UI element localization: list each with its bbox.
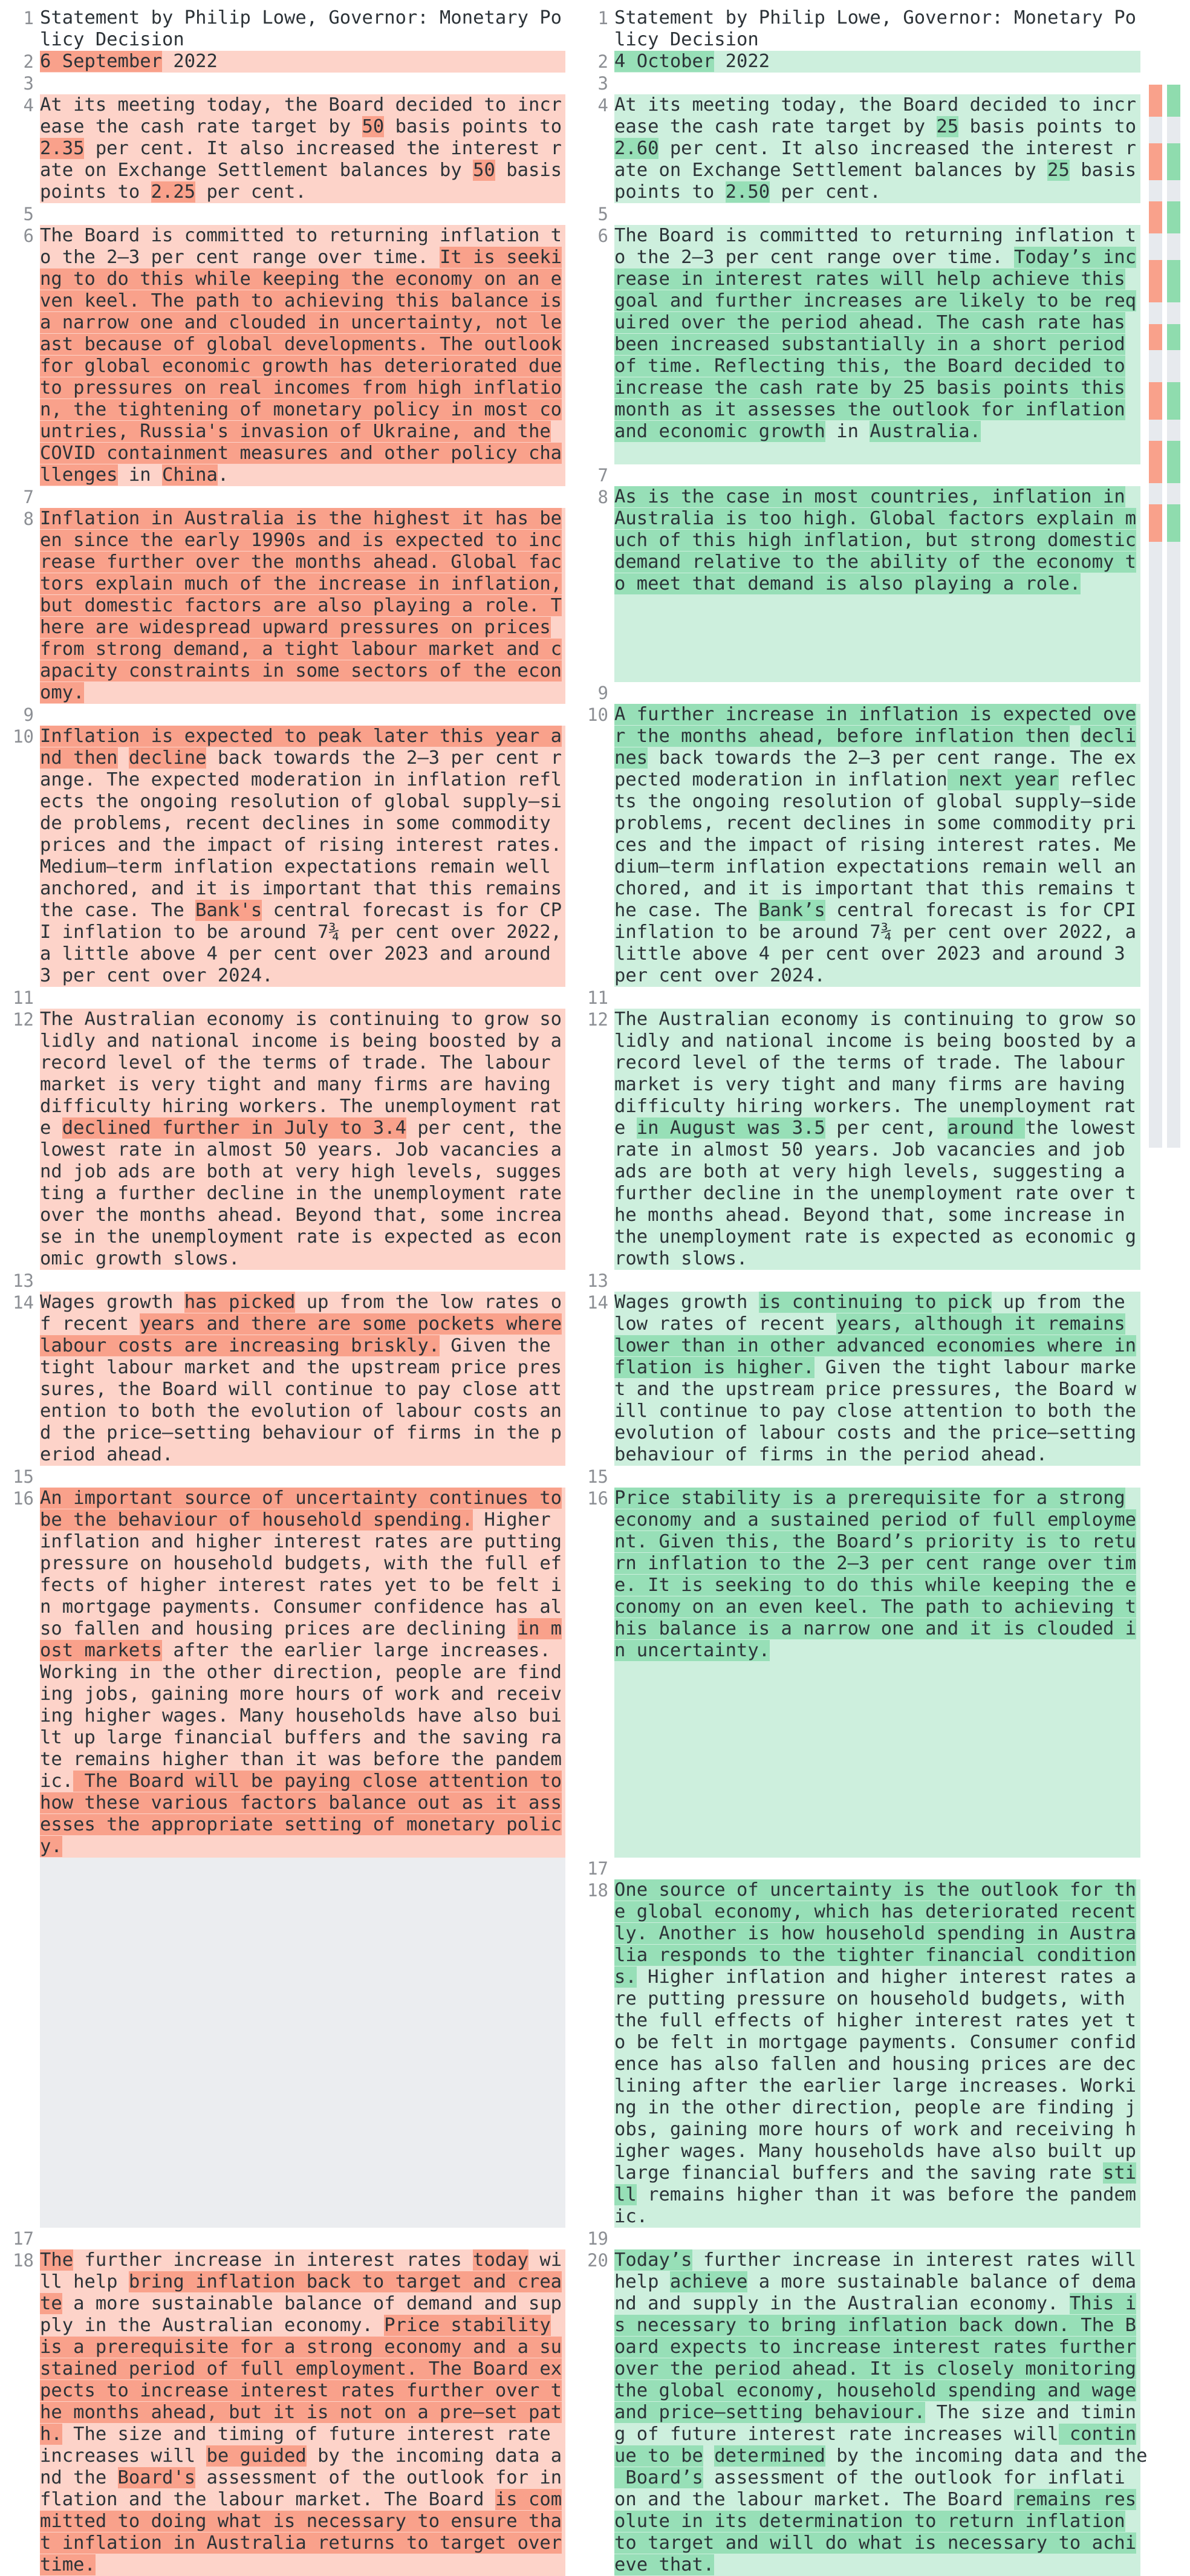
removed-word-highlight: has picked [184,1292,296,1313]
removed-word-highlight: ost markets [40,1640,162,1661]
removed-word-highlight: be guided [206,2445,307,2467]
removed-word-highlight: 50 [362,116,385,137]
added-word-highlight: n uncertainty. [614,1640,770,1661]
removed-word-highlight: tors explain much of the increase in inflation, [40,573,562,594]
removed-text-block: At its meeting today, the Board decided to incr ease the cash rate target by 50 basis points to 2.35 per cent. It also increased the interest r ate on Exchange Settlement balances by 50 basis points to 2.25 per cent. [40,94,565,203]
removed-word-highlight: apacity constraints in some sectors of the econ [40,660,562,681]
unchanged-text-line [40,486,565,508]
removed-word-highlight: today [473,2249,528,2271]
removed-word-highlight: Price stability [384,2315,551,2336]
added-word-highlight: Board’s [614,2467,703,2488]
minimap-removed-marker[interactable] [1149,85,1162,117]
line-number: 1 [23,8,34,28]
removed-word-highlight: rease further over the months ahead. Global fac [40,551,562,573]
right-line-10 [574,704,1140,987]
line-number: 13 [587,1270,608,1291]
right-line-2 [574,51,1140,73]
added-word-highlight: years, although it remains [836,1313,1125,1335]
added-word-highlight: o meet that demand is also playing a role. [614,573,1081,594]
removed-word-highlight: 2.35 [40,138,85,159]
added-word-highlight: nt. Given this, the Board’s priority is to retu [614,1531,1137,1552]
minimap-removed-marker[interactable] [1149,143,1162,181]
added-word-highlight: determined [714,2445,825,2467]
removed-word-highlight: be the behaviour of household spending. [40,1509,473,1530]
removed-word-highlight: The Board will be paying close attention to [73,1771,562,1792]
unchanged-text-line: Statement by Philip Lowe, Governor: Monetary Po licy Decision [40,7,562,50]
removed-word-highlight: declined further in July to 3.4 [62,1117,406,1139]
added-word-highlight: to target and will do what is necessary to achi [614,2532,1137,2554]
added-word-highlight: eve that. [614,2554,715,2575]
added-text-block: At its meeting today, the Board decided to incr ease the cash rate target by 25 basis points to 2.60 per cent. It also increased the interest r ate on Exchange Settlement balances by 25 basis points to 2.50 per cent. [614,94,1140,203]
line-number: 7 [597,465,608,486]
unchanged-text-line [614,203,1140,225]
removed-word-highlight: in m [517,1618,562,1639]
added-word-highlight: over the period ahead. It is closely monitoring [614,2358,1137,2379]
left-line-13 [0,1270,565,1292]
removed-word-highlight: Inflation is expected to peak later this year a [40,726,562,747]
line-number: 5 [23,204,34,224]
left-line-6 [0,225,565,486]
left-line-3 [0,73,565,94]
added-text-block: Today’s further increase in interest rates will help achieve a more sustainable balance of dema nd and supply in the Australian economy. This i s necessary to bring inflation back down. The B oard expects to increase interest rates further over the period ahead. It is closely monitoring the global economy, household spending and wage and price–setting behaviour. The size and timin g of future interest rate increases will contin ue to be determined by the incoming data and the Board’s assessment of the outlook for inflati on and the labour market. The Board remains res olute in its determination to return inflation to target and will do what is necessary to achi eve that. [614,2249,1148,2575]
line-number: 6 [23,226,34,246]
minimap-added-marker[interactable] [1167,143,1180,181]
unchanged-text-line [614,1466,1140,1488]
added-word-highlight: One source of uncertainty is the outlook for th [614,1879,1137,1901]
unchanged-text-line [614,73,1140,94]
right-line-6 [574,225,1140,464]
added-word-highlight: around [947,1117,1026,1139]
minimap-removed-marker[interactable] [1149,504,1162,542]
removed-word-highlight: It is seeki [440,247,562,268]
right-line-12 [574,1009,1140,1270]
right-line-3 [574,73,1140,94]
added-word-highlight: goal and further increases are likely to be req [614,290,1137,311]
removed-word-highlight: 50 [473,160,495,181]
removed-text-block: An important source of uncertainty continues to be the behaviour of household spending. Higher inflation and higher interest rates are putting pressure on household budgets, with the full ef fects of higher interest rates yet to be felt i n mortgage payments. Consumer confidence has al so fallen and housing prices are declining in m ost markets after the earlier large increases. Working in the other direction, people are find ing jobs, gaining more hours of work and receiv ing higher wages. Many households have also bui lt up large financial buffers and the saving ra te remains higher than it was before the pandem ic. The Board will be paying close attention to how these various factors balance out as it ass esses the appropriate setting of monetary polic y. [40,1488,565,1858]
added-word-highlight: flation is higher. [614,1357,814,1378]
removed-word-highlight: t inflation in Australia returns to target over [40,2532,562,2554]
left-line-11 [0,987,565,1009]
added-word-highlight: and economic growth [614,421,825,442]
added-word-highlight: e. It is seeking to do this while keeping the e [614,1575,1137,1596]
line-number: 6 [597,226,608,246]
line-number: 14 [13,1292,34,1313]
unchanged-text-line [40,987,565,1009]
line-number: 5 [597,204,608,224]
removed-word-highlight: labour costs are increasing briskly. [40,1335,440,1356]
added-word-highlight: increase the cash rate by 25 basis points this [614,377,1125,398]
added-word-highlight: 2.50 [725,181,770,203]
removed-word-highlight: bring inflation back to target and crea [128,2271,562,2292]
unchanged-text-line [40,1270,565,1292]
added-word-highlight: uired over the period ahead. The cash rate has [614,312,1125,333]
removed-text-block: The Board is committed to returning inflation t o the 2–3 per cent range over time. It is seeki ng to do this while keeping the economy on an e ven keel. The path to achieving this balance is a narrow one and clouded in uncertainty, not le ast because of global developments. The outlook for global economic growth has deteriorated due to pressures on real incomes from high inflatio n, the tightening of monetary policy in most co untries, Russia's invasion of Ukraine, and the COVID containment measures and other policy cha llenges in China. [40,225,565,486]
line-number: 3 [597,73,608,94]
added-text-block: A further increase in inflation is expected ove r the months ahead, before inflation then decli nes back towards the 2–3 per cent range. The ex pected moderation in inflation next year reflec ts the ongoing resolution of global supply–side problems, recent declines in some commodity pri ces and the impact of rising interest rates. Me dium–term inflation expectations remain well an chored, and it is important that this remains t he case. The Bank’s central forecast is for CPI inflation to be around 7¾ per cent over 2022, a little above 4 per cent over 2023 and around 3 per cent over 2024. [614,704,1140,987]
right-line-4 [574,94,1140,203]
left-line-2 [0,51,565,73]
removed-word-highlight: nd then [40,747,118,769]
unchanged-text-line [614,1270,1140,1292]
minimap-removed-marker[interactable] [1149,441,1162,483]
added-word-highlight: economy and a sustained period of full employme [614,1509,1137,1530]
left-line-18 [0,2249,565,2576]
right-line-7 [574,464,1140,486]
added-word-highlight: s. [614,1966,637,1988]
added-word-highlight: and price–setting behaviour. [614,2402,926,2423]
line-number: 17 [587,1858,608,1879]
removed-word-highlight: is a prerequisite for a strong economy and a su [40,2337,562,2358]
removed-word-highlight: 2.25 [151,181,196,203]
added-word-highlight: conomy on an even keel. The path to achieving t [614,1596,1137,1618]
added-word-highlight: been increased substantially in a short period [614,334,1125,355]
added-word-highlight: month as it assesses the outlook for inflation [614,399,1125,420]
removed-word-highlight: COVID containment measures and other policy cha [40,443,562,464]
removed-word-highlight: An important source of uncertainty continues to [40,1488,562,1509]
removed-text-block [40,508,565,704]
removed-text-block: The Australian economy is continuing to grow so lidly and national income is being boosted by a record level of the terms of trade. The labour market is very tight and many firms are having difficulty hiring workers. The unemployment rat e declined further in July to 3.4 per cent, the lowest rate in almost 50 years. Job vacancies a nd job ads are both at very high levels, sugges ting a further decline in the unemployment rate over the months ahead. Beyond that, some increa se in the unemployment rate is expected as econ omic growth slows. [40,1009,565,1270]
added-word-highlight: This i [1069,2293,1137,2314]
added-word-highlight: lia responds to the tighter financial condition [614,1945,1137,1966]
added-word-highlight: nes [614,747,648,769]
line-number: 7 [23,487,34,507]
diff-minimap[interactable] [1149,85,1185,1148]
removed-word-highlight: to pressures on real incomes from high inflatio [40,377,562,398]
added-word-highlight: rease in interest rates will help achieve this [614,268,1125,290]
line-number: 10 [13,726,34,747]
added-word-highlight: demand relative to the ability of the economy t [614,551,1137,573]
added-word-highlight: the global economy, household spending and wage [614,2380,1137,2401]
removed-word-highlight: llenges [40,464,118,486]
removed-word-highlight: mitted to doing what is necessary to ensure tha [40,2511,562,2532]
right-line-9 [574,682,1140,704]
added-word-highlight: e global economy, which has deteriorated recent [614,1901,1137,1922]
line-number: 20 [587,2250,608,2271]
line-number: 13 [13,1270,34,1291]
added-text-block: One source of uncertainty is the outlook for th e global economy, which has deteriorated recent ly. Another is how household spending in Austra lia responds to the tighter financial condition s. Higher inflation and higher interest rates a re putting pressure on household budgets, with the full effects of higher interest rates yet t o be felt in mortgage payments. Consumer confid ence has also fallen and housing prices are dec lining after the earlier large increases. Worki ng in the other direction, people are finding j obs, gaining more hours of work and receiving h igher wages. Many households have also built up large financial buffers and the saving rate sti ll remains higher than it was before the pandem ic. [614,1879,1140,2228]
removed-word-highlight: te [40,2293,62,2314]
added-text-block: Wages growth is continuing to pick up from the low rates of recent years, although it remains lower than in other advanced economies where in flation is higher. Given the tight labour marke t and the upstream price pressures, the Board w ill continue to pay close attention to both the evolution of labour costs and the price–setting behaviour of firms in the period ahead. [614,1292,1140,1466]
right-line-20 [574,2249,1148,2576]
right-line-1 [574,7,1140,51]
line-number: 9 [23,704,34,725]
added-word-highlight: achieve [669,2271,748,2292]
added-word-highlight: r the months ahead, before inflation then [614,726,1070,747]
removed-word-highlight: en since the early 1990s and is expected to inc [40,530,562,551]
left-line-17 [0,2228,565,2249]
added-word-highlight: s necessary to bring inflation back down. The B [614,2315,1137,2336]
left-line-1 [0,7,565,51]
empty-filler-block [40,1858,565,2228]
removed-word-highlight: but domestic factors are also playing a role. T [40,595,562,616]
removed-word-highlight: for global economic growth has deteriorated due [40,356,562,377]
minimap-removed-marker[interactable] [1149,382,1162,420]
removed-word-highlight: decline [128,747,207,769]
left-line-16 [0,1488,565,1858]
left-line-14 [0,1292,565,1466]
line-number: 15 [587,1466,608,1487]
added-text-block [614,1488,1140,1858]
removed-word-highlight: ven keel. The path to achieving this balance is [40,290,562,311]
added-text-block [614,486,1140,682]
removed-word-highlight: pects to increase interest rates further over t [40,2380,562,2401]
line-number: 12 [587,1009,608,1030]
line-number: 4 [597,95,608,115]
left-line-10 [0,726,565,987]
line-number: 15 [13,1466,34,1487]
added-word-highlight: in August was 3.5 [636,1117,825,1139]
line-number: 10 [587,704,608,725]
added-word-highlight: Australia is too high. Global factors explain m [614,508,1137,529]
line-number: 19 [587,2228,608,2249]
right-line-11 [574,987,1140,1009]
left-line-filler [0,1858,565,2228]
added-word-highlight: olute in its determination to return inflation [614,2511,1125,2532]
removed-word-highlight: ng to do this while keeping the economy on an e [40,268,562,290]
removed-word-highlight: The [40,2249,74,2271]
added-word-highlight: decli [1081,726,1137,747]
line-number: 2 [23,51,34,72]
added-word-highlight: Today’s inc [1014,247,1137,268]
added-word-highlight: Bank’s [758,900,825,921]
removed-word-highlight: is com [495,2489,562,2510]
removed-word-highlight: Board's [117,2467,196,2488]
right-line-15 [574,1466,1140,1488]
removed-word-highlight: years and there are some pockets where [140,1313,562,1335]
added-word-highlight: sti [1102,2162,1137,2184]
unchanged-text-line [40,2228,565,2249]
removed-word-highlight: Bank's [195,900,262,921]
removed-word-highlight: h. [40,2424,62,2445]
right-line-8 [574,486,1140,682]
left-line-9 [0,704,565,726]
added-word-highlight: Today’s [614,2249,692,2271]
left-line-12 [0,1009,565,1270]
added-word-highlight: ly. Another is how household spending in Austra [614,1923,1137,1944]
removed-word-highlight: here are widespread upward pressures on prices [40,617,551,638]
removed-word-highlight: y. [40,1836,62,1857]
right-line-18 [574,1879,1140,2228]
line-number: 2 [597,51,608,72]
removed-word-highlight: n, the tightening of monetary policy in most co [40,399,562,420]
removed-text-block: Wages growth has picked up from the low rates o f recent years and there are some pockets where labour costs are increasing briskly. Given the tight labour market and the upstream price pres sures, the Board will continue to pay close att ention to both the evolution of labour costs an d the price–setting behaviour of firms in the p eriod ahead. [40,1292,565,1466]
line-number: 16 [587,1488,608,1509]
removed-text-block: Inflation is expected to peak later this year a nd then decline back towards the 2–3 per cent r ange. The expected moderation in inflation refl ects the ongoing resolution of global supply–si de problems, recent declines in some commodity prices and the impact of rising interest rates. Medium–term inflation expectations remain well anchored, and it is important that this remains the case. The Bank's central forecast is for CP I inflation to be around 7¾ per cent over 2022, a little above 4 per cent over 2023 and around 3 per cent over 2024. [40,726,565,987]
added-text-block: The Board is committed to returning inflation t o the 2–3 per cent range over time. Today’s inc rease in interest rates will help achieve this goal and further increases are likely to be req uired over the period ahead. The cash rate has been increased substantially in a short period of time. Reflecting this, the Board decided to increase the cash rate by 25 basis points this month as it assesses the outlook for inflation and economic growth in Australia. [614,225,1140,464]
added-word-highlight: 25 [1047,160,1070,181]
removed-word-highlight: omy. [40,682,85,703]
removed-word-highlight: stained period of full employment. The Board ex [40,2358,562,2379]
added-word-highlight: ue to be [614,2445,703,2467]
right-line-13 [574,1270,1140,1292]
minimap-added-marker[interactable] [1167,382,1180,420]
minimap-added-marker[interactable] [1167,85,1180,117]
line-number: 11 [587,987,608,1008]
unchanged-text-line [614,987,1140,1009]
line-number: 16 [13,1488,34,1509]
minimap-track-original[interactable] [1149,85,1162,1148]
removed-word-highlight: how these various factors balance out as it ass [40,1792,562,1813]
added-word-highlight: As is the case in most countries, inflation in [614,486,1125,507]
added-word-highlight: Australia. [870,421,981,442]
removed-word-highlight: 6 September [40,51,162,72]
unchanged-text-line [614,682,1140,704]
minimap-added-marker[interactable] [1167,324,1180,351]
added-word-highlight: oard expects to increase interest rates further [614,2337,1137,2358]
minimap-removed-marker[interactable] [1149,201,1162,233]
unchanged-text-line [40,704,565,726]
line-number: 8 [23,509,34,529]
left-line-8 [0,508,565,704]
removed-word-highlight: he months ahead, but it is not on a pre–set pat [40,2402,562,2423]
line-number: 18 [587,1880,608,1901]
unchanged-text-line [614,1858,1140,1879]
line-number: 8 [597,487,608,507]
minimap-track-modified[interactable] [1167,85,1180,1148]
line-number: 12 [13,1009,34,1030]
removed-word-highlight: Inflation in Australia is the highest it has be [40,508,562,529]
added-word-highlight: Price stability is a prerequisite for a strong [614,1488,1125,1509]
left-line-4 [0,94,565,203]
line-number: 4 [23,95,34,115]
minimap-added-marker[interactable] [1167,260,1180,302]
removed-word-highlight: a narrow one and clouded in uncertainty, not le [40,312,562,333]
left-line-7 [0,486,565,508]
removed-text-block: The further increase in interest rates today wi ll help bring inflation back to target and crea te a more sustainable balance of demand and sup ply in the Australian economy. Price stability is a prerequisite for a strong economy and a su stained period of full employment. The Board ex pects to increase interest rates further over t he months ahead, but it is not on a pre–set pat h. The size and timing of future interest rate increases will be guided by the incoming data a nd the Board's assessment of the outlook for in flation and the labour market. The Board is com mitted to doing what is necessary to ensure tha t inflation in Australia returns to target over time. [40,2249,565,2576]
right-line-14 [574,1292,1140,1466]
added-word-highlight: 25 [936,116,959,137]
removed-word-highlight: time. [40,2554,96,2575]
added-word-highlight: uch of this high inflation, but strong domestic [614,530,1137,551]
right-line-16 [574,1488,1140,1858]
added-word-highlight: remains res [1014,2489,1137,2510]
unchanged-text-line: Statement by Philip Lowe, Governor: Monetary Po licy Decision [614,7,1137,50]
line-number: 17 [13,2228,34,2249]
line-number: 11 [13,987,34,1008]
removed-word-highlight: from strong demand, a tight labour market and c [40,639,562,660]
added-word-highlight: rn inflation to the 2–3 per cent range over tim [614,1553,1137,1574]
added-word-highlight: A further increase in inflation is expected ove [614,704,1137,725]
unchanged-text-line [40,203,565,225]
minimap-removed-marker[interactable] [1149,260,1162,302]
added-text-block: The Australian economy is continuing to grow so lidly and national income is being boosted by a record level of the terms of trade. The labour market is very tight and many firms are having difficulty hiring workers. The unemployment rat e in August was 3.5 per cent, around the lowest rate in almost 50 years. Job vacancies and job ads are both at very high levels, suggesting a further decline in the unemployment rate over t he months ahead. Beyond that, some increase in the unemployment rate is expected as economic g rowth slows. [614,1009,1140,1270]
removed-word-highlight: esses the appropriate setting of monetary polic [40,1814,562,1835]
added-text-block: 4 October 2022 [614,51,1140,73]
line-number: 3 [23,73,34,94]
added-word-highlight: contin [1058,2424,1137,2445]
line-number: 14 [587,1292,608,1313]
removed-word-highlight: untries, Russia's invasion of Ukraine, and the [40,421,551,442]
left-line-15 [0,1466,565,1488]
added-word-highlight: 4 October [614,51,715,72]
removed-text-block: 6 September 2022 [40,51,565,73]
added-word-highlight: his balance is a narrow one and it is clouded i [614,1618,1137,1639]
added-word-highlight: ll [614,2184,637,2205]
minimap-added-marker[interactable] [1167,441,1180,483]
right-line-17 [574,1858,1140,1879]
removed-word-highlight: ast because of global developments. The outlook [40,334,562,355]
minimap-removed-marker[interactable] [1149,324,1162,351]
removed-word-highlight: China [162,464,218,486]
unchanged-text-line [40,73,565,94]
minimap-added-marker[interactable] [1167,201,1180,233]
added-word-highlight: next year [947,769,1059,790]
added-word-highlight: is continuing to pick [758,1292,992,1313]
unchanged-text-line [614,464,1140,486]
right-line-19 [574,2228,1140,2249]
minimap-added-marker[interactable] [1167,504,1180,542]
added-word-highlight: of time. Reflecting this, the Board decided to [614,356,1125,377]
added-word-highlight: lower than in other advanced economies where in [614,1335,1137,1356]
line-number: 9 [597,683,608,703]
added-word-highlight: 2.60 [614,138,659,159]
unchanged-text-line [40,1466,565,1488]
right-line-5 [574,203,1140,225]
line-number: 1 [597,8,608,28]
unchanged-text-line [614,2228,1140,2249]
line-number: 18 [13,2250,34,2271]
left-line-5 [0,203,565,225]
